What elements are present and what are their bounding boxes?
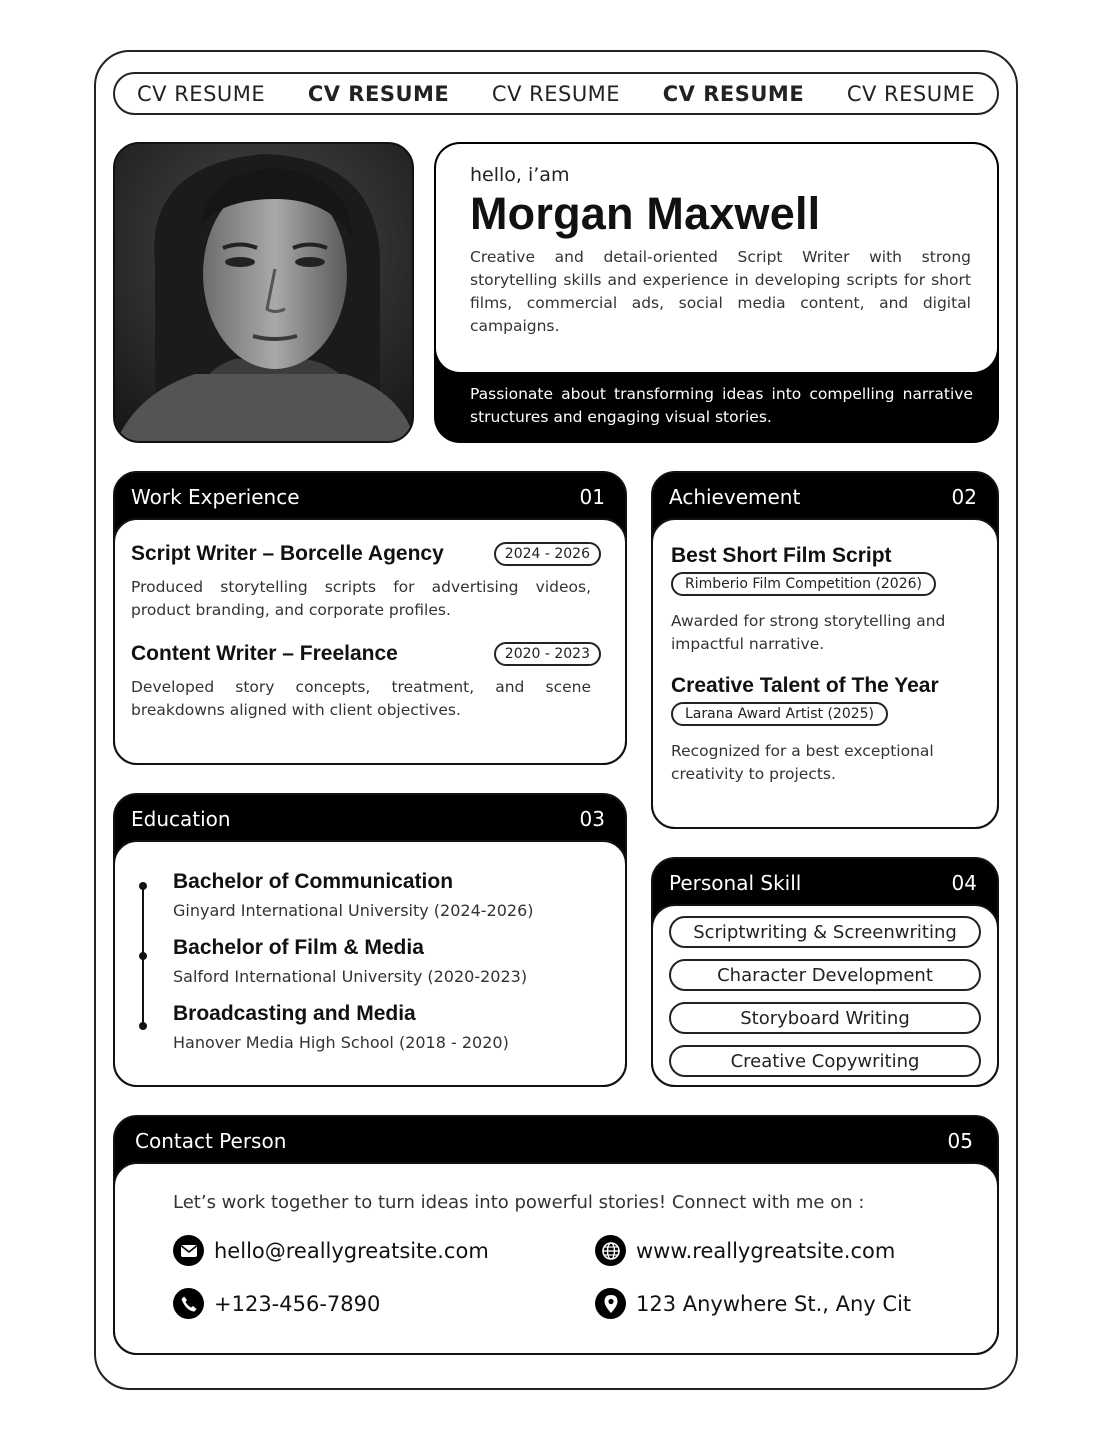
award-title: Best Short Film Script bbox=[671, 544, 892, 567]
summary-text: Creative and detail-oriented Script Writer with strong storytelling skills and experience in developing scripts for short films, commercial ads, social media content, and digital campaigns. bbox=[470, 248, 971, 335]
school-name: Salford International University (2020-2023) bbox=[173, 967, 528, 986]
job-description: Developed story concepts, treatment, and scene breakdowns aligned with client objectives. bbox=[131, 678, 591, 719]
cv-resume-ribbon bbox=[113, 72, 999, 115]
education-section bbox=[113, 793, 627, 1087]
section-title: Contact Person bbox=[135, 1128, 287, 1153]
job-title: Script Writer – Borcelle Agency bbox=[131, 542, 444, 565]
skill-pill: Character Development bbox=[669, 959, 981, 991]
contact-phone[interactable] bbox=[173, 1288, 595, 1319]
ribbon-label: CV RESUME bbox=[491, 81, 621, 106]
job-period: 2020 - 2023 bbox=[494, 642, 601, 666]
location-pin-icon bbox=[595, 1288, 626, 1319]
greeting: hello, i’am bbox=[470, 164, 570, 186]
phone-text: +123-456-7890 bbox=[214, 1291, 381, 1316]
timeline-dot bbox=[139, 1022, 147, 1030]
contact-section bbox=[113, 1115, 999, 1355]
ribbon-label: CV RESUME bbox=[662, 81, 805, 106]
education-entry bbox=[173, 1002, 605, 1052]
website-text: www.reallygreatsite.com bbox=[636, 1238, 896, 1263]
phone-icon bbox=[173, 1288, 204, 1319]
tagline-text: Passionate about transforming ideas into compelling narrative structures and engaging visual stories. bbox=[470, 385, 973, 426]
skill-pill: Storyboard Writing bbox=[669, 1002, 981, 1034]
section-number: 05 bbox=[947, 1128, 973, 1153]
person-name: Morgan Maxwell bbox=[470, 188, 821, 239]
intro-card bbox=[434, 142, 999, 443]
section-title: Personal Skill bbox=[669, 870, 802, 895]
degree-title: Broadcasting and Media bbox=[173, 1002, 416, 1025]
section-number: 02 bbox=[951, 484, 977, 509]
section-body bbox=[113, 840, 627, 1087]
contact-website[interactable] bbox=[595, 1235, 977, 1266]
skill-pill: Scriptwriting & Screenwriting bbox=[669, 916, 981, 948]
education-entry bbox=[173, 936, 605, 986]
section-body bbox=[651, 518, 999, 829]
job-title: Content Writer – Freelance bbox=[131, 642, 398, 665]
ribbon-label: CV RESUME bbox=[846, 81, 975, 106]
section-number: 01 bbox=[579, 484, 605, 509]
section-header bbox=[653, 859, 997, 906]
degree-title: Bachelor of Film & Media bbox=[173, 936, 424, 959]
profile-photo bbox=[113, 142, 414, 443]
job-period: 2024 - 2026 bbox=[494, 542, 601, 566]
contact-lead-text: Let’s work together to turn ideas into powerful stories! Connect with me on : bbox=[173, 1192, 865, 1213]
school-name: Hanover Media High School (2018 - 2020) bbox=[173, 1033, 509, 1052]
award-entry bbox=[671, 544, 983, 656]
contact-address[interactable] bbox=[595, 1288, 977, 1319]
section-header bbox=[115, 473, 625, 520]
award-description: Recognized for a best exceptional creativity to projects. bbox=[671, 742, 934, 783]
section-number: 03 bbox=[579, 806, 605, 831]
job-entry bbox=[131, 642, 601, 722]
address-text: 123 Anywhere St., Any Cit bbox=[636, 1291, 912, 1316]
award-organization: Larana Award Artist (2025) bbox=[671, 702, 888, 726]
timeline-dot bbox=[139, 952, 147, 960]
intro-panel bbox=[436, 144, 997, 372]
section-header bbox=[653, 473, 997, 520]
school-name: Ginyard International University (2024-2026) bbox=[173, 901, 534, 920]
contact-email[interactable] bbox=[173, 1235, 595, 1266]
ribbon-label: CV RESUME bbox=[137, 81, 266, 106]
award-description: Awarded for strong storytelling and impactful narrative. bbox=[671, 612, 946, 653]
skill-pill: Creative Copywriting bbox=[669, 1045, 981, 1077]
section-title: Work Experience bbox=[131, 484, 300, 509]
education-entry bbox=[173, 870, 605, 920]
ribbon-label: CV RESUME bbox=[307, 81, 450, 106]
award-title: Creative Talent of The Year bbox=[671, 674, 939, 697]
globe-icon bbox=[595, 1235, 626, 1266]
section-number: 04 bbox=[951, 870, 977, 895]
section-body bbox=[651, 904, 999, 1087]
award-entry bbox=[671, 674, 983, 786]
personal-skill-section bbox=[651, 857, 999, 1087]
mail-icon bbox=[173, 1235, 204, 1266]
award-organization: Rimberio Film Competition (2026) bbox=[671, 572, 936, 596]
timeline-dot bbox=[139, 882, 147, 890]
section-body bbox=[113, 518, 627, 765]
work-experience-section bbox=[113, 471, 627, 765]
achievement-section bbox=[651, 471, 999, 829]
section-body bbox=[113, 1162, 999, 1355]
job-entry bbox=[131, 542, 601, 622]
section-header bbox=[115, 795, 625, 842]
job-description: Produced storytelling scripts for advertising videos, product branding, and corporate profiles. bbox=[131, 578, 591, 619]
degree-title: Bachelor of Communication bbox=[173, 870, 454, 893]
section-header bbox=[115, 1117, 997, 1164]
section-title: Achievement bbox=[669, 484, 801, 509]
section-title: Education bbox=[131, 806, 231, 831]
email-text: hello@reallygreatsite.com bbox=[214, 1238, 489, 1263]
